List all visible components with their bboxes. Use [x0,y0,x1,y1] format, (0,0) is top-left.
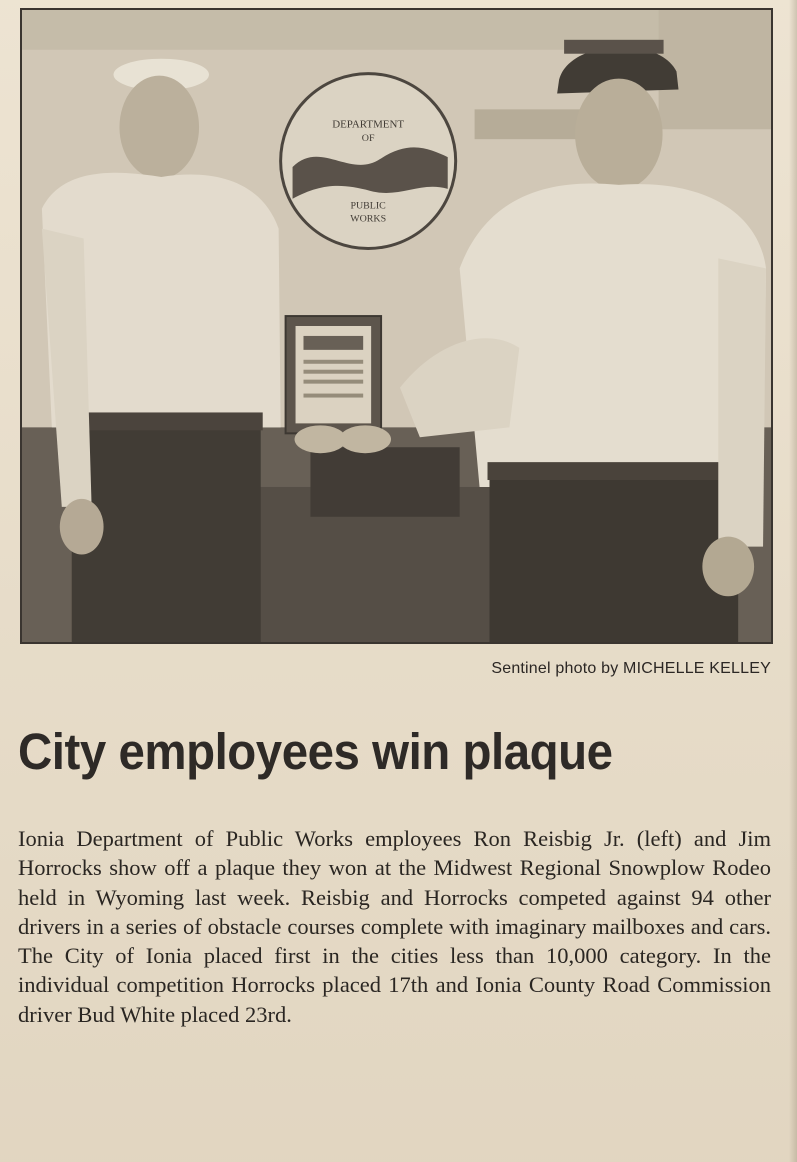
logo-text-bottom-2: WORKS [350,213,387,225]
news-photo [20,8,773,644]
paper-edge-shadow [789,0,797,1162]
headline: City employees win plaque [18,723,613,780]
article-caption: Ionia Department of Public Works employees Ron Reisbig Jr. (left) and Jim Horrocks show off a plaque they won at the Midwest Regional Snowplow Rodeo held in Wyoming last week. Reisbig and Horrocks competed against 94 other drivers in a series of obstacle courses complete with imaginary mailboxes and cars. The City of Ionia placed first in the cities less than 10,000 category. In the individual competition Horrocks placed 17th and Ionia County Road Commission driver Bud White placed 23rd. [18,826,771,1027]
photo-illustration [22,10,771,642]
logo-text-top: DEPARTMENT [332,118,405,131]
photo-credit: Sentinel photo by MICHELLE KELLEY [491,660,771,677]
logo-text-bottom-1: PUBLIC [350,200,386,212]
logo-text-mid: OF [361,133,375,145]
